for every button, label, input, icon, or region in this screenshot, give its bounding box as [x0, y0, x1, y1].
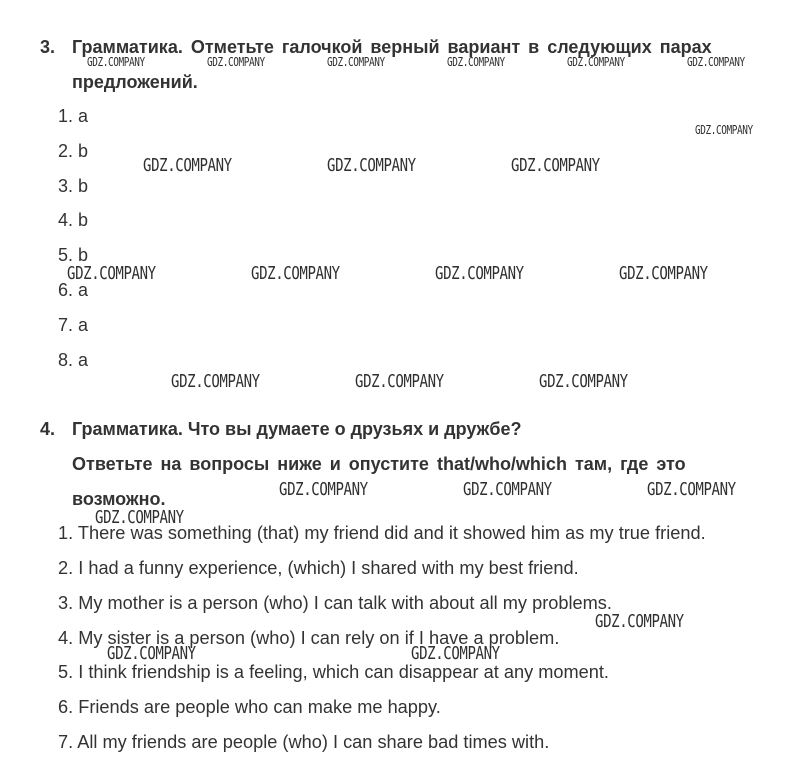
- watermark: GDZ.COMPANY: [411, 643, 500, 664]
- watermark: GDZ.COMPANY: [511, 155, 600, 176]
- section-4-heading: Грамматика. Что вы думаете о друзьях и дружбе?: [72, 419, 522, 439]
- watermark: GDZ.COMPANY: [595, 611, 684, 632]
- watermark: GDZ.COMPANY: [327, 155, 416, 176]
- watermark: GDZ.COMPANY: [647, 479, 736, 500]
- answer-item: 8. a: [58, 350, 89, 370]
- section-3-heading-line1: Грамматика. Отметьте галочкой верный вариант в следующих парах: [72, 37, 712, 57]
- watermark: GDZ.COMPANY: [539, 371, 628, 392]
- watermark: GDZ.COMPANY: [107, 643, 196, 664]
- watermark: GDZ.COMPANY: [435, 263, 524, 284]
- section-4-instruction-line1: Ответьте на вопросы ниже и опустите that/who/which там, где это: [72, 454, 686, 474]
- section-3-number: 3.: [40, 37, 56, 57]
- answer-item: 1. a: [58, 106, 89, 126]
- sentence-item: 2. I had a funny experience, (which) I shared with my best friend.: [58, 558, 579, 578]
- watermark: GDZ.COMPANY: [87, 55, 145, 69]
- sentence-item: 7. All my friends are people (who) I can share bad times with.: [58, 732, 550, 752]
- watermark: GDZ.COMPANY: [463, 479, 552, 500]
- section-4-number: 4.: [40, 419, 56, 439]
- watermark: GDZ.COMPANY: [143, 155, 232, 176]
- watermark: GDZ.COMPANY: [355, 371, 444, 392]
- watermark: GDZ.COMPANY: [251, 263, 340, 284]
- answer-item: 2. b: [58, 141, 89, 161]
- answer-item: 3. b: [58, 176, 89, 196]
- watermark: GDZ.COMPANY: [171, 371, 260, 392]
- watermark: GDZ.COMPANY: [327, 55, 385, 69]
- section-3-heading-line2: предложений.: [72, 72, 198, 92]
- watermark: GDZ.COMPANY: [619, 263, 708, 284]
- watermark: GDZ.COMPANY: [279, 479, 368, 500]
- watermark: GDZ.COMPANY: [567, 55, 625, 69]
- answer-item: 7. a: [58, 315, 89, 335]
- answer-item: 6. a: [58, 280, 89, 300]
- sentence-item: 1. There was something (that) my friend did and it showed him as my true friend.: [58, 523, 706, 543]
- sentence-item: 6. Friends are people who can make me happy.: [58, 697, 441, 717]
- watermark: GDZ.COMPANY: [207, 55, 265, 69]
- watermark: GDZ.COMPANY: [67, 263, 156, 284]
- sentence-item: 4. My sister is a person (who) I can rely on if I have a problem.: [58, 628, 560, 648]
- sentence-item: 5. I think friendship is a feeling, which can disappear at any moment.: [58, 662, 609, 682]
- watermark: GDZ.COMPANY: [447, 55, 505, 69]
- watermark: GDZ.COMPANY: [95, 507, 184, 528]
- answer-item: 5. b: [58, 245, 89, 265]
- section-4-instruction-line2: возможно.: [72, 489, 166, 509]
- watermark: GDZ.COMPANY: [695, 123, 753, 137]
- watermark: GDZ.COMPANY: [687, 55, 745, 69]
- answer-item: 4. b: [58, 210, 89, 230]
- sentence-item: 3. My mother is a person (who) I can talk with about all my problems.: [58, 593, 612, 613]
